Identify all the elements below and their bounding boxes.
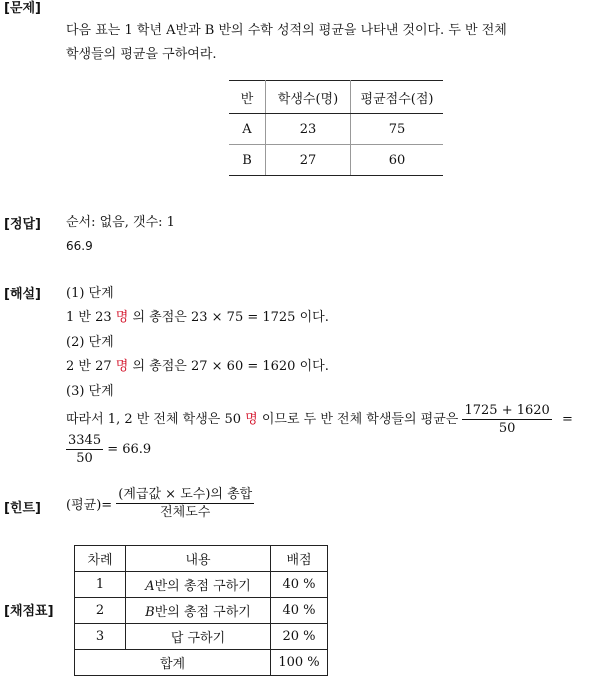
fraction-denominator: 전체도수 — [160, 505, 211, 520]
fraction-numerator: 1725 + 1620 — [464, 403, 550, 418]
score-table-header: 반 — [229, 81, 266, 114]
equals-sign: = — [561, 412, 573, 427]
table-row — [75, 598, 328, 624]
table-cell: 27 — [266, 145, 351, 176]
result-value: = 66.9 — [107, 442, 152, 457]
score-table-header: 학생수(명) — [266, 81, 351, 114]
answer-label: [정답] — [4, 217, 41, 232]
table-cell: 20 % — [271, 624, 328, 650]
class-name: B — [145, 605, 155, 620]
text: 답 구하기 — [170, 631, 226, 646]
solution-step1-title: (1) 단계 — [66, 286, 114, 301]
grading-table — [74, 545, 328, 676]
hint-lhs: (평균)= — [66, 498, 113, 513]
score-table-header: 평균점수(점) — [351, 81, 444, 114]
problem-text-line1: 다음 표는 1 학년 A반과 B 반의 수학 성적의 평균을 나타낸 것이다. 두 반 전체 — [66, 23, 507, 38]
fraction — [66, 432, 103, 467]
fraction — [116, 486, 254, 521]
problem-text-line2: 학생들의 평균을 구하여라. — [66, 47, 217, 62]
solution-step2-title: (2) 단계 — [66, 335, 114, 350]
solution-result — [66, 432, 151, 467]
table-row — [75, 572, 328, 598]
text: 반의 총점 구하기 — [154, 579, 251, 594]
table-cell: B — [229, 145, 266, 176]
class-name: A — [145, 579, 155, 594]
table-cell: 60 — [351, 145, 444, 176]
fraction-numerator: (계급값 × 도수)의 총합 — [118, 487, 253, 502]
unit-highlight: 명 — [115, 310, 129, 325]
grading-header: 배점 — [271, 546, 328, 572]
table-row — [229, 114, 443, 145]
text: 이므로 두 반 전체 학생들의 평균은 — [257, 412, 463, 427]
grading-header: 차례 — [75, 546, 126, 572]
table-cell — [126, 598, 271, 624]
hint-formula — [66, 486, 254, 521]
table-cell: 23 — [266, 114, 351, 145]
table-cell: 1 — [75, 572, 126, 598]
fraction-denominator: 50 — [76, 451, 93, 466]
grading-header: 내용 — [126, 546, 271, 572]
solution-label: [해설] — [4, 287, 41, 302]
unit-highlight: 명 — [115, 359, 129, 374]
total-value: 100 % — [271, 650, 328, 676]
table-row — [75, 624, 328, 650]
solution-step1-text — [66, 309, 329, 326]
unit-highlight: 명 — [245, 412, 258, 427]
table-cell: A — [229, 114, 266, 145]
problem-label: [문제] — [4, 1, 41, 16]
table-cell: 40 % — [271, 572, 328, 598]
grading-label: [채점표] — [4, 604, 54, 619]
solution-step3-title: (3) 단계 — [66, 384, 114, 399]
answer-value: 66.9 — [66, 239, 93, 253]
text: 2 반 27 — [66, 359, 116, 374]
answer-meta: 순서: 없음, 갯수: 1 — [66, 215, 175, 230]
total-label: 합계 — [75, 650, 271, 676]
table-cell — [126, 572, 271, 598]
table-cell — [126, 624, 271, 650]
fraction-numerator: 3345 — [68, 433, 102, 448]
text: 의 총점은 23 × 75 = 1725 이다. — [128, 310, 329, 325]
fraction-denominator: 50 — [498, 421, 516, 436]
solution-step2-text — [66, 358, 329, 375]
fraction — [462, 402, 551, 437]
table-cell: 40 % — [271, 598, 328, 624]
table-cell: 2 — [75, 598, 126, 624]
text: 반의 총점 구하기 — [154, 605, 251, 620]
table-row — [229, 145, 443, 176]
hint-label: [힌트] — [4, 501, 41, 516]
text: 의 총점은 27 × 60 = 1620 이다. — [128, 359, 329, 374]
text: 1 반 23 — [66, 310, 116, 325]
text: 따라서 1, 2 반 전체 학생은 50 — [66, 412, 246, 427]
table-cell: 3 — [75, 624, 126, 650]
score-table — [229, 80, 443, 176]
table-row — [75, 650, 328, 676]
table-cell: 75 — [351, 114, 444, 145]
